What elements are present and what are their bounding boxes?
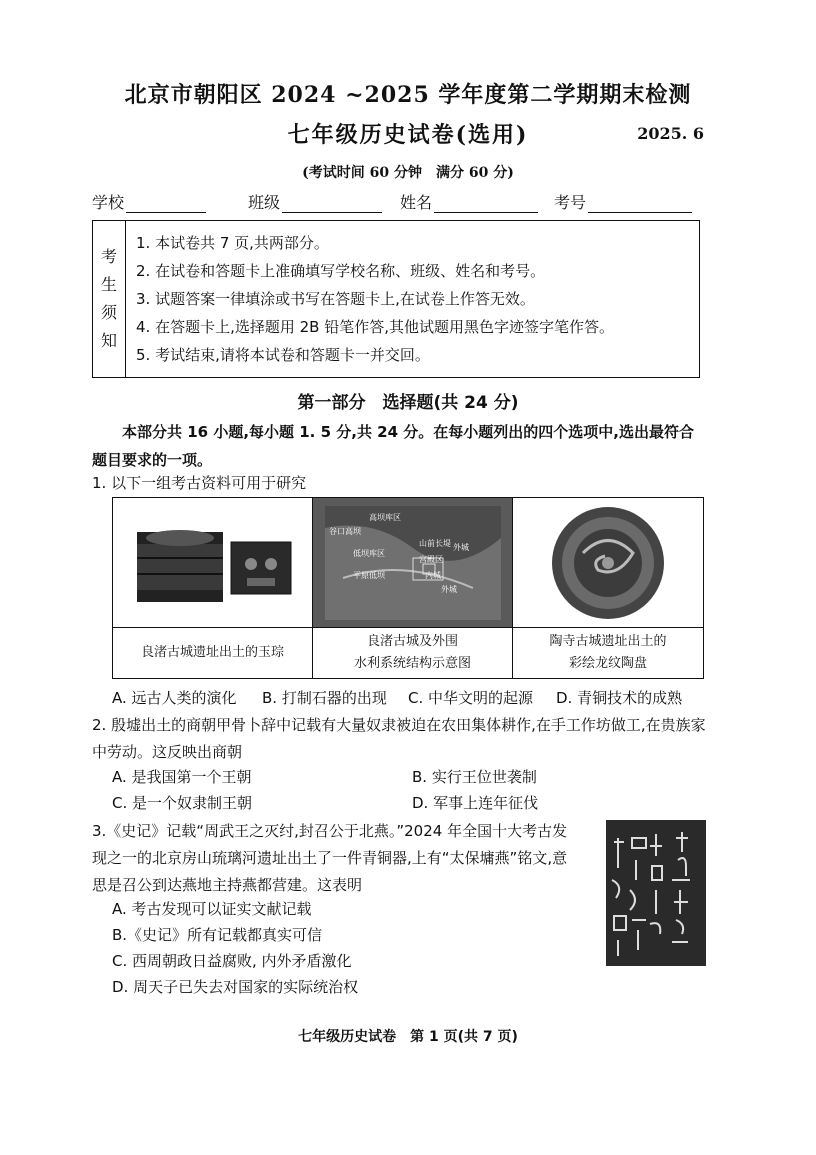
q1-stem: 1. 以下一组考古资料可用于研究	[92, 474, 307, 492]
q3-option-c[interactable]: C. 西周朝政日益腐败, 内外矛盾激化	[112, 952, 352, 970]
q1-image-table	[112, 497, 704, 679]
map-label: 内城	[425, 571, 441, 580]
q1-option-d[interactable]: D. 青铜技术的成熟	[556, 689, 683, 707]
notice-item: 1. 本试卷共 7 页,共两部分。	[136, 234, 329, 252]
map-label: 高坝库区	[369, 513, 401, 522]
dragon-plate-image	[513, 498, 703, 628]
q1-option-c[interactable]: C. 中华文明的起源	[408, 689, 534, 707]
notice-item: 5. 考试结束,请将本试卷和答题卡一并交回。	[136, 346, 430, 364]
name-field[interactable]	[434, 196, 538, 213]
q2-option-c[interactable]: C. 是一个奴隶制王朝	[112, 794, 253, 812]
map-label: 外城	[453, 543, 469, 552]
map-label: 低坝库区	[353, 549, 385, 558]
q2-option-d[interactable]: D. 军事上连年征伐	[412, 794, 539, 812]
map-label: 平原低坝	[353, 571, 385, 580]
part1-intro: 本部分共 16 小题,每小题 1. 5 分,共 24 分。在每小题列出的四个选项中,选出最符合题目要求的一项。	[92, 423, 694, 469]
q1-caption-3: 陶寺古城遗址出土的 彩绘龙纹陶盘	[549, 634, 667, 671]
map-label: 山前长堤	[419, 539, 451, 548]
student-info-fields	[92, 190, 702, 213]
map-label: 谷口高坝	[329, 527, 361, 536]
notice-item: 4. 在答题卡上,选择题用 2B 铅笔作答,其他试题用黑色字迹签字笔作答。	[136, 318, 614, 336]
q3-option-a[interactable]: A. 考古发现可以证实文献记载	[112, 900, 312, 918]
q2-option-b[interactable]: B. 实行王位世袭制	[412, 768, 537, 786]
q1-option-a[interactable]: A. 远古人类的演化	[112, 689, 237, 707]
exam-date: 2025. 6	[637, 124, 704, 143]
q1-option-b[interactable]: B. 打制石器的出现	[262, 689, 387, 707]
exam-notice-box	[92, 220, 700, 378]
part1-title: 第一部分 选择题(共 24 分)	[297, 393, 519, 413]
exam-time-info: (考试时间 60 分钟 满分 60 分)	[302, 165, 514, 181]
q1-caption-1: 良渚古城遗址出土的玉琮	[113, 628, 313, 678]
bronze-inscription-image	[606, 820, 706, 966]
q3-option-b[interactable]: B.《史记》所有记载都真实可信	[112, 926, 323, 944]
liangzhu-map-image	[313, 498, 513, 628]
number-field[interactable]	[588, 196, 692, 213]
map-label: 外城	[441, 585, 457, 594]
name-label: 姓名	[400, 193, 433, 212]
q1-caption-2: 良渚古城及外围 水利系统结构示意图	[313, 628, 513, 678]
notice-item: 2. 在试卷和答题卡上准确填写学校名称、班级、姓名和考号。	[136, 262, 546, 280]
notice-label: 考 生 须 知	[93, 221, 126, 377]
class-field[interactable]	[282, 196, 382, 213]
q3-stem: 3.《史记》记载“周武王之灭纣,封召公于北燕。”2024 年全国十大考古发现之一的北京房山琉璃河遗址出土了一件青铜器,上有“太保墉燕”铭文,意思是召公到达燕地主持燕都营建。这表明	[92, 822, 568, 894]
page-footer: 七年级历史试卷 第 1 页(共 7 页)	[298, 1029, 518, 1045]
school-label: 学校	[92, 193, 125, 212]
exam-subtitle: 七年级历史试卷(选用)	[287, 122, 529, 148]
notice-items	[126, 221, 614, 377]
q3-option-d[interactable]: D. 周天子已失去对国家的实际统治权	[112, 978, 359, 996]
school-field[interactable]	[126, 196, 206, 213]
q2-stem: 2. 殷墟出土的商朝甲骨卜辞中记载有大量奴隶被迫在农田集体耕作,在手工作坊做工,在贵族家中劳动。这反映出商朝	[92, 716, 706, 761]
number-label: 考号	[554, 193, 587, 212]
jade-cong-image	[113, 498, 313, 628]
map-label: 宫殿区	[419, 555, 443, 564]
class-label: 班级	[248, 193, 281, 212]
exam-title: 北京市朝阳区 2024 ~2025 学年度第二学期期末检测	[124, 82, 692, 108]
q2-option-a[interactable]: A. 是我国第一个王朝	[112, 768, 252, 786]
notice-item: 3. 试题答案一律填涂或书写在答题卡上,在试卷上作答无效。	[136, 290, 535, 308]
